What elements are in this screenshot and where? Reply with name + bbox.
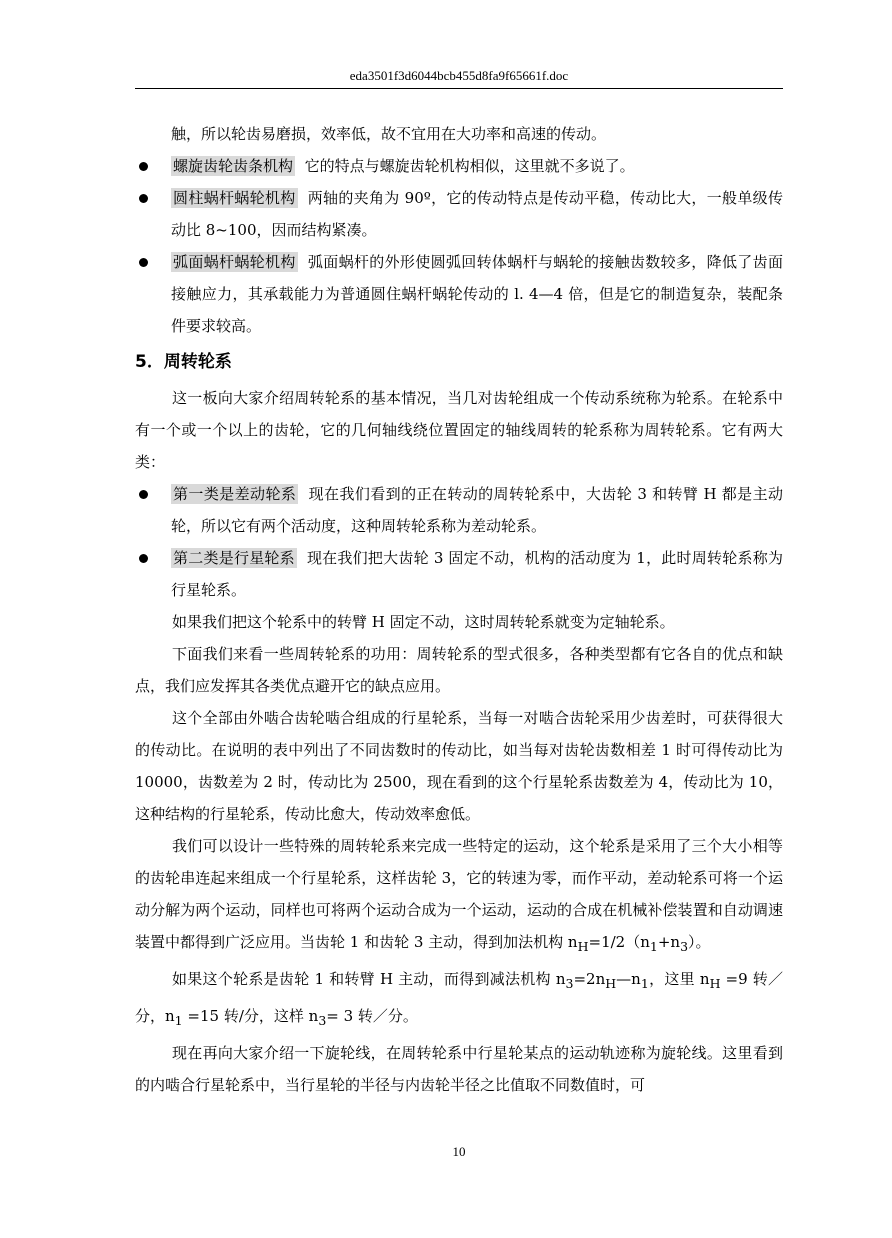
paragraph — [135, 963, 783, 1037]
bullet-dot-icon — [139, 258, 148, 267]
bullet-text: 弧面蜗杆的外形使圆弧回转体蜗杆与蜗轮的接触齿数较多，降低了齿面接触应力，其承载能力为普通圆住蜗杆蜗轮传动的 l. 4—4 倍，但是它的制造复杂，装配条件要求较高。 — [171, 253, 783, 335]
bullet-text: 两轴的夹角为 90º，它的传动特点是传动平稳，传动比大，一般单级传动比 8~100，因而结构紧凑。 — [171, 189, 783, 239]
document-filename-header: eda3501f3d6044bcb455d8fa9f65661f.doc — [349, 68, 569, 83]
bullet-item — [135, 150, 783, 182]
continued-paragraph: 触，所以轮齿易磨损，效率低，故不宜用在大功率和高速的传动。 — [171, 125, 607, 143]
paragraph — [135, 830, 783, 963]
text-run: =2n — [573, 970, 606, 988]
text-run: +n — [657, 933, 681, 951]
subscript: 1 — [174, 1013, 183, 1028]
subscript: 3 — [565, 976, 574, 991]
bullet-text: 现在我们把大齿轮 3 固定不动，机构的活动度为 1，此时周转轮系称为行星轮系。 — [171, 549, 783, 599]
bullet-term: 第一类是差动轮系 — [173, 485, 297, 503]
text-run: = 3 转／分。 — [326, 1007, 418, 1025]
document-body — [135, 118, 783, 1101]
intro-paragraph: 这一板向大家介绍周转轮系的基本情况，当几对齿轮组成一个传动系统称为轮系。在轮系中有一个或一个以上的齿轮，它的几何轴线绕位置固定的轴线周转的轮系称为周转轮系。它有两大类： — [135, 389, 783, 471]
text-run: =1/2（n — [588, 933, 650, 951]
bullet-dot-icon — [139, 194, 148, 203]
text-run: ）。 — [688, 933, 711, 951]
subscript: 1 — [640, 976, 649, 991]
bullet-item — [135, 246, 783, 342]
paragraph: 下面我们来看一些周转轮系的功用：周转轮系的型式很多，各种类型都有它各自的优点和缺点，我们应发挥其各类优点避开它的缺点应用。 — [135, 645, 783, 695]
bullet-term: 弧面蜗杆蜗轮机构 — [173, 253, 296, 271]
bullet-dot-icon — [139, 554, 148, 563]
text-run: 我们可以设计一些特殊的周转轮系来完成一些特定的运动，这个轮系是采用了三个大小相等的齿轮串连起来组成一个行星轮系，这样齿轮 3，它的转速为零，而作平动，差动轮系可将一个运动分解为两个运动，同样也可将两个运动合成为一个运动，运动的合成在机械补偿装置和自动调速装置中都得到广泛应用。当齿轮 1 和齿轮 3 主动，得到加法机构 n — [135, 837, 783, 951]
subscript: H — [605, 976, 617, 991]
bullet-item — [135, 182, 783, 246]
paragraph: 现在再向大家介绍一下旋轮线，在周转轮系中行星轮某点的运动轨迹称为旋轮线。这里看到的内啮合行星轮系中，当行星轮的半径与内齿轮半径之比值取不同数值时，可 — [135, 1044, 783, 1094]
page-number: 10 — [452, 1144, 466, 1159]
paragraph: 如果我们把这个轮系中的转臂 H 固定不动，这时周转轮系就变为定轴轮系。 — [172, 613, 675, 631]
text-run: =15 转/分，这样 n — [182, 1007, 319, 1025]
subscript: H — [709, 976, 721, 991]
bullet-text: 它的特点与螺旋齿轮机构相似，这里就不多说了。 — [304, 157, 635, 175]
subscript: 3 — [318, 1013, 327, 1028]
bullet-term: 螺旋齿轮齿条机构 — [173, 157, 294, 175]
subscript: H — [577, 939, 589, 954]
subscript: 3 — [680, 939, 689, 954]
header-divider — [135, 88, 783, 89]
text-run: —n — [616, 970, 641, 988]
text-run: =9 转／分，n — [135, 970, 783, 1025]
paragraph: 这个全部由外啮合齿轮啮合组成的行星轮系，当每一对啮合齿轮采用少齿差时，可获得很大的传动比。在说明的表中列出了不同齿数时的传动比，如当每对齿轮齿数相差 1 时可得传动比为 10000，齿数差为 2 时，传动比为 2500，现在看到的这个行星轮系齿数差为 4，传动比为 10，这种结构的行星轮系，传动比愈大，传动效率愈低。 — [135, 709, 783, 823]
bullet-text: 现在我们看到的正在转动的周转轮系中，大齿轮 3 和转臂 H 都是主动轮，所以它有两个活动度，这种周转轮系称为差动轮系。 — [171, 485, 783, 535]
bullet-item — [135, 542, 783, 606]
section-heading: 5．周转轮系 — [135, 352, 232, 372]
bullet-dot-icon — [139, 162, 148, 171]
bullet-term: 第二类是行星轮系 — [173, 549, 295, 567]
bullet-term: 圆柱蜗杆蜗轮机构 — [173, 189, 296, 207]
text-run: 如果这个轮系是齿轮 1 和转臂 H 主动，而得到减法机构 n — [172, 970, 566, 988]
text-run: ，这里 n — [648, 970, 710, 988]
subscript: 1 — [649, 939, 658, 954]
bullet-dot-icon — [139, 490, 148, 499]
bullet-item — [135, 478, 783, 542]
